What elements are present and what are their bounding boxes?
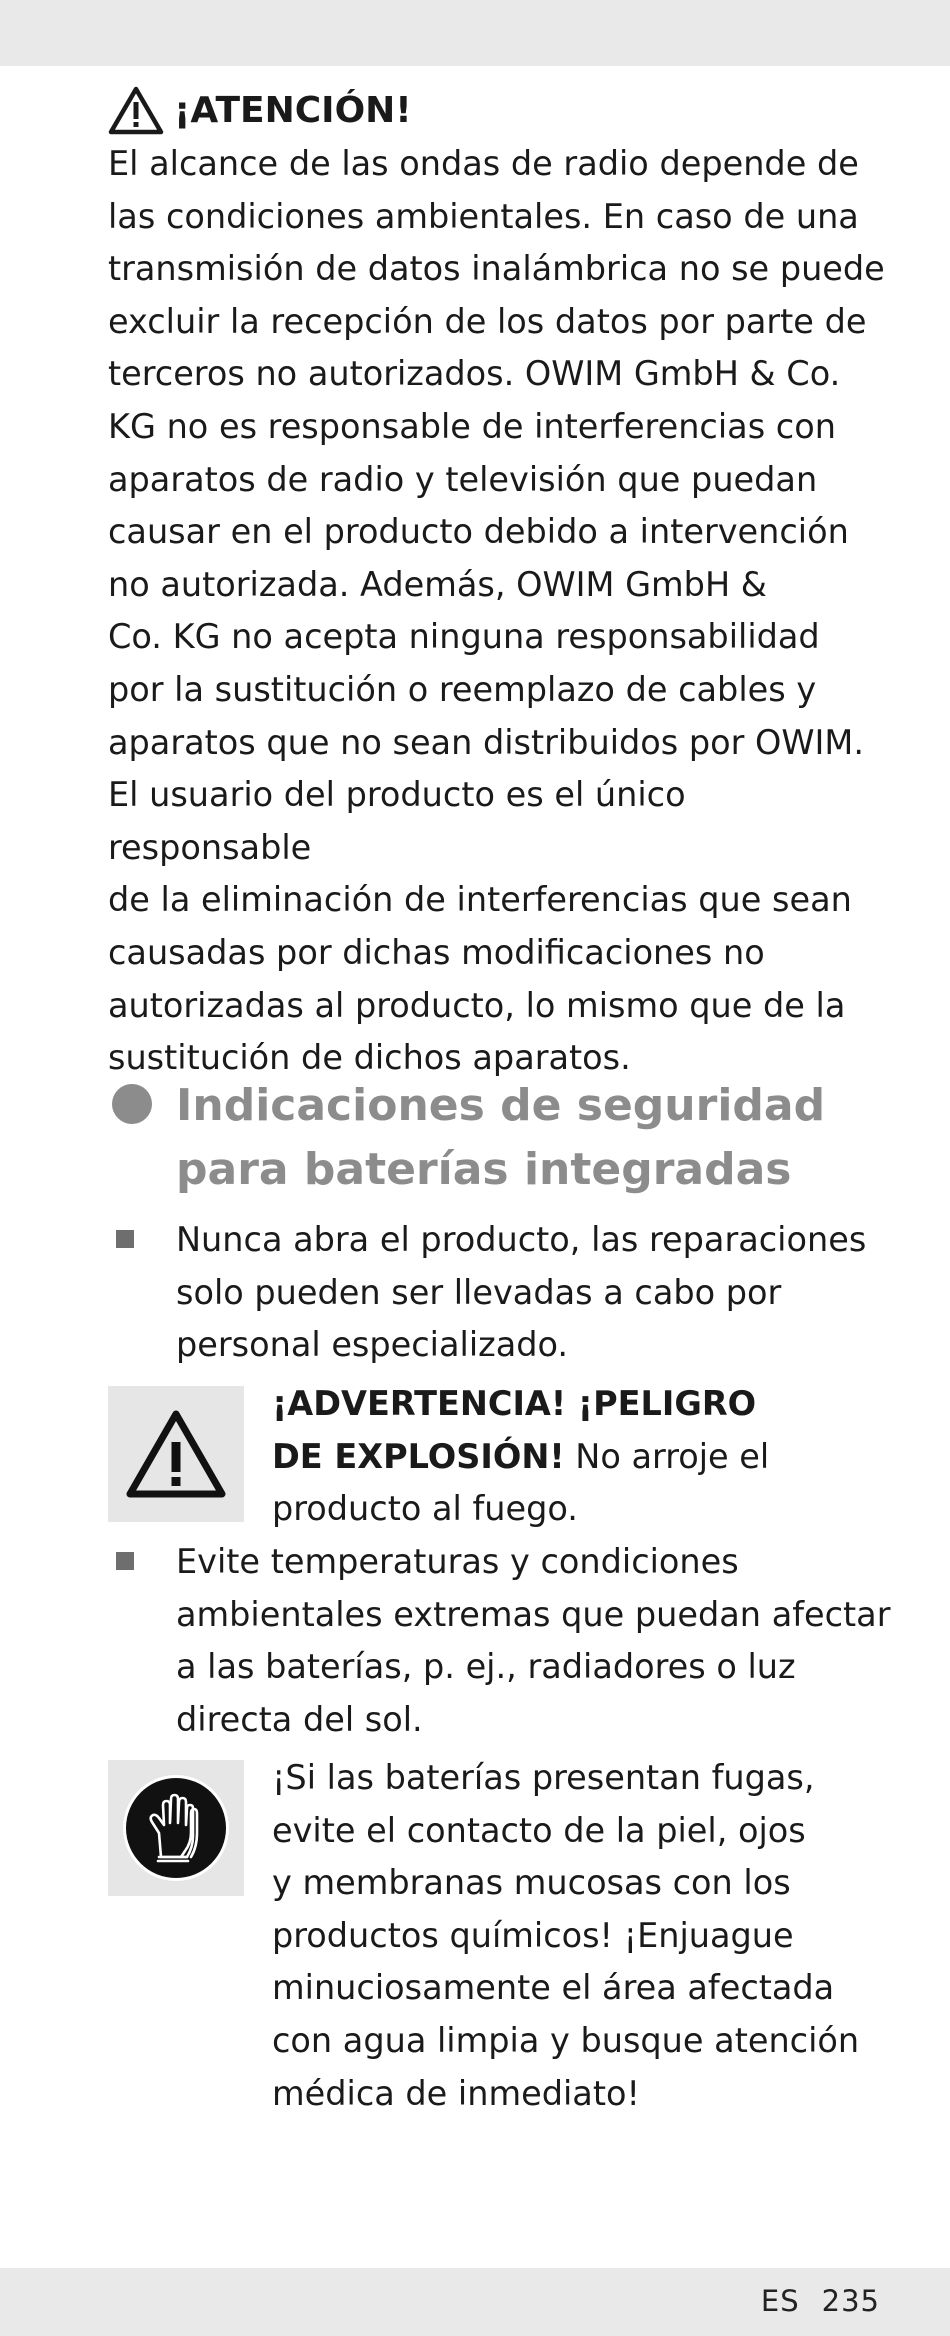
attention-body: El alcance de las ondas de radio depende de las condiciones ambientales. En caso de una transmisión de datos inalámbrica no se puede excluir la recepción de los datos por parte de terceros no autorizados. OWIM GmbH & Co. KG no es responsable de interferencias con aparatos de radio y televisión que puedan causar en el producto debido a intervención no autorizada. Además, OWIM GmbH & Co. KG no acepta ninguna responsabilidad por la sustitución o reemplazo de cables y aparatos que no sean distribuidos por OWIM. El usuario del producto es el único responsable de la eliminación de interferencias que sean causadas por dichas modificaciones no autorizadas al producto, lo mismo que de la sustitución de dichos aparatos. (108, 144, 885, 1078)
page-footer (761, 2284, 880, 2318)
page-number: 235 (821, 2284, 880, 2318)
gloves-icon-box (108, 1760, 244, 1896)
warning-triangle-icon (124, 1408, 228, 1500)
square-bullet-icon (116, 1230, 134, 1248)
attention-notice (108, 82, 898, 1085)
section-title: Indicaciones de seguridad para baterías integradas (176, 1080, 826, 1195)
explosion-warning: ¡ADVERTENCIA! ¡PELIGRO DE EXPLOSIÓN! No arroje el producto al fuego. (272, 1384, 770, 1529)
warning-icon-box (108, 1386, 244, 1522)
list-item: Evite temperaturas y condiciones ambientales extremas que puedan afectar a las baterías, p. ej., radiadores o luz directa del sol. (108, 1536, 898, 1746)
attention-heading (108, 82, 898, 138)
top-band (0, 0, 950, 66)
warning-triangle-icon (108, 85, 164, 135)
attention-title: ¡ATENCIÓN! (174, 89, 412, 131)
footer-language: ES (760, 2284, 800, 2318)
battery-leak-warning: ¡Si las baterías presentan fugas, evite el contacto de la piel, ojos y membranas mucosas con los productos químicos! ¡Enjuague minuciosamente el área afectada con agua limpia y busque atención médica de inmediato! (272, 1758, 860, 2113)
section-heading (108, 1074, 898, 1202)
section-bullet-icon (112, 1084, 152, 1124)
list-item: Nunca abra el producto, las reparaciones solo pueden ser llevadas a cabo por personal especializado. (108, 1214, 898, 1372)
gloves-icon (121, 1773, 231, 1883)
square-bullet-icon (116, 1552, 134, 1570)
